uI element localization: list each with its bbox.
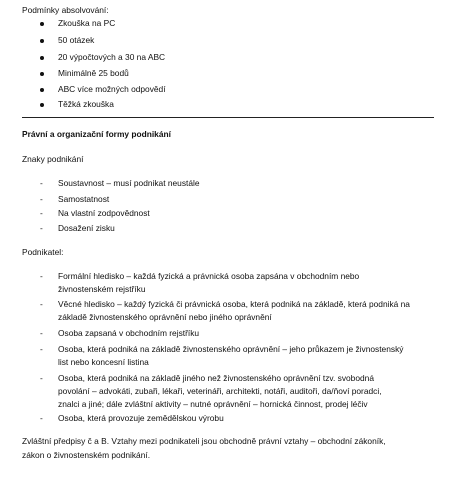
conditions-heading: Podmínky absolvování: [22, 5, 109, 15]
dash-icon: - [40, 194, 43, 204]
list-item-line: živnostenském rejstříku [58, 284, 146, 294]
list-item: Na vlastní zodpovědnost [58, 208, 150, 218]
dash-icon: - [40, 271, 43, 281]
bullet-icon [40, 72, 44, 76]
list-item: ABC více možných odpovědí [58, 84, 166, 94]
bullet-icon [40, 22, 44, 26]
list-item-line: základě živnostenského oprávnění nebo jiného oprávnění [58, 312, 272, 322]
list-item-line: Osoba, která podniká na základě jiného než živnostenského oprávnění tzv. svobodná [58, 373, 374, 383]
list-item-line: znalci a jiné; dále zvláštní aktivity – nutné oprávnění – hornická činnost, prodej léčiv [58, 399, 368, 409]
list-item: 20 výpočtových a 30 na ABC [58, 52, 166, 62]
list-item-line: Osoba, která provozuje zemědělskou výrobu [58, 413, 224, 423]
list-item-line: Věcné hledisko – každý fyzická či právnická osoba, která podniká na základě, která podniká na [58, 299, 410, 309]
list-item: 50 otázek [58, 35, 95, 45]
list-item: Těžká zkouška [58, 99, 114, 109]
bullet-icon [40, 56, 44, 60]
dash-icon: - [40, 373, 43, 383]
list-item-line: Osoba zapsaná v obchodním rejstříku [58, 328, 200, 338]
dash-icon: - [40, 223, 43, 233]
list-item-line: Formální hledisko – každá fyzická a právnická osoba zapsána v obchodním nebo [58, 271, 360, 281]
list-item: Samostatnost [58, 194, 110, 204]
list-item: Dosažení zisku [58, 223, 115, 233]
entrepreneur-heading: Podnikatel: [22, 247, 64, 257]
dash-icon: - [40, 299, 43, 309]
horizontal-divider [22, 117, 434, 118]
dash-icon: - [40, 208, 43, 218]
dash-icon: - [40, 328, 43, 338]
dash-icon: - [40, 344, 43, 354]
bullet-icon [40, 103, 44, 107]
bullet-icon [40, 39, 44, 43]
list-item: Minimálně 25 bodů [58, 68, 129, 78]
section-title: Právní a organizační formy podnikání [22, 129, 171, 139]
bullet-icon [40, 88, 44, 92]
closing-paragraph-line: Zvláštní předpisy č a B. Vztahy mezi podnikateli jsou obchodně právní vztahy – obchodní zákoník, [22, 436, 386, 446]
list-item-line: list nebo koncesní listina [58, 357, 149, 367]
list-item-line: Osoba, která podniká na základě živnostenského oprávnění – jeho průkazem je živnostenský [58, 344, 404, 354]
dash-icon: - [40, 413, 43, 423]
features-heading: Znaky podnikání [22, 154, 84, 164]
list-item: Soustavnost – musí podnikat neustále [58, 178, 200, 188]
list-item-line: povolání – advokáti, zubaři, lékaři, veterináři, architekti, notáři, auditoři, da/ňoví poradci, [58, 386, 382, 396]
list-item: Zkouška na PC [58, 18, 116, 28]
closing-paragraph-line: zákon o živnostenském podnikání. [22, 450, 151, 460]
dash-icon: - [40, 178, 43, 188]
